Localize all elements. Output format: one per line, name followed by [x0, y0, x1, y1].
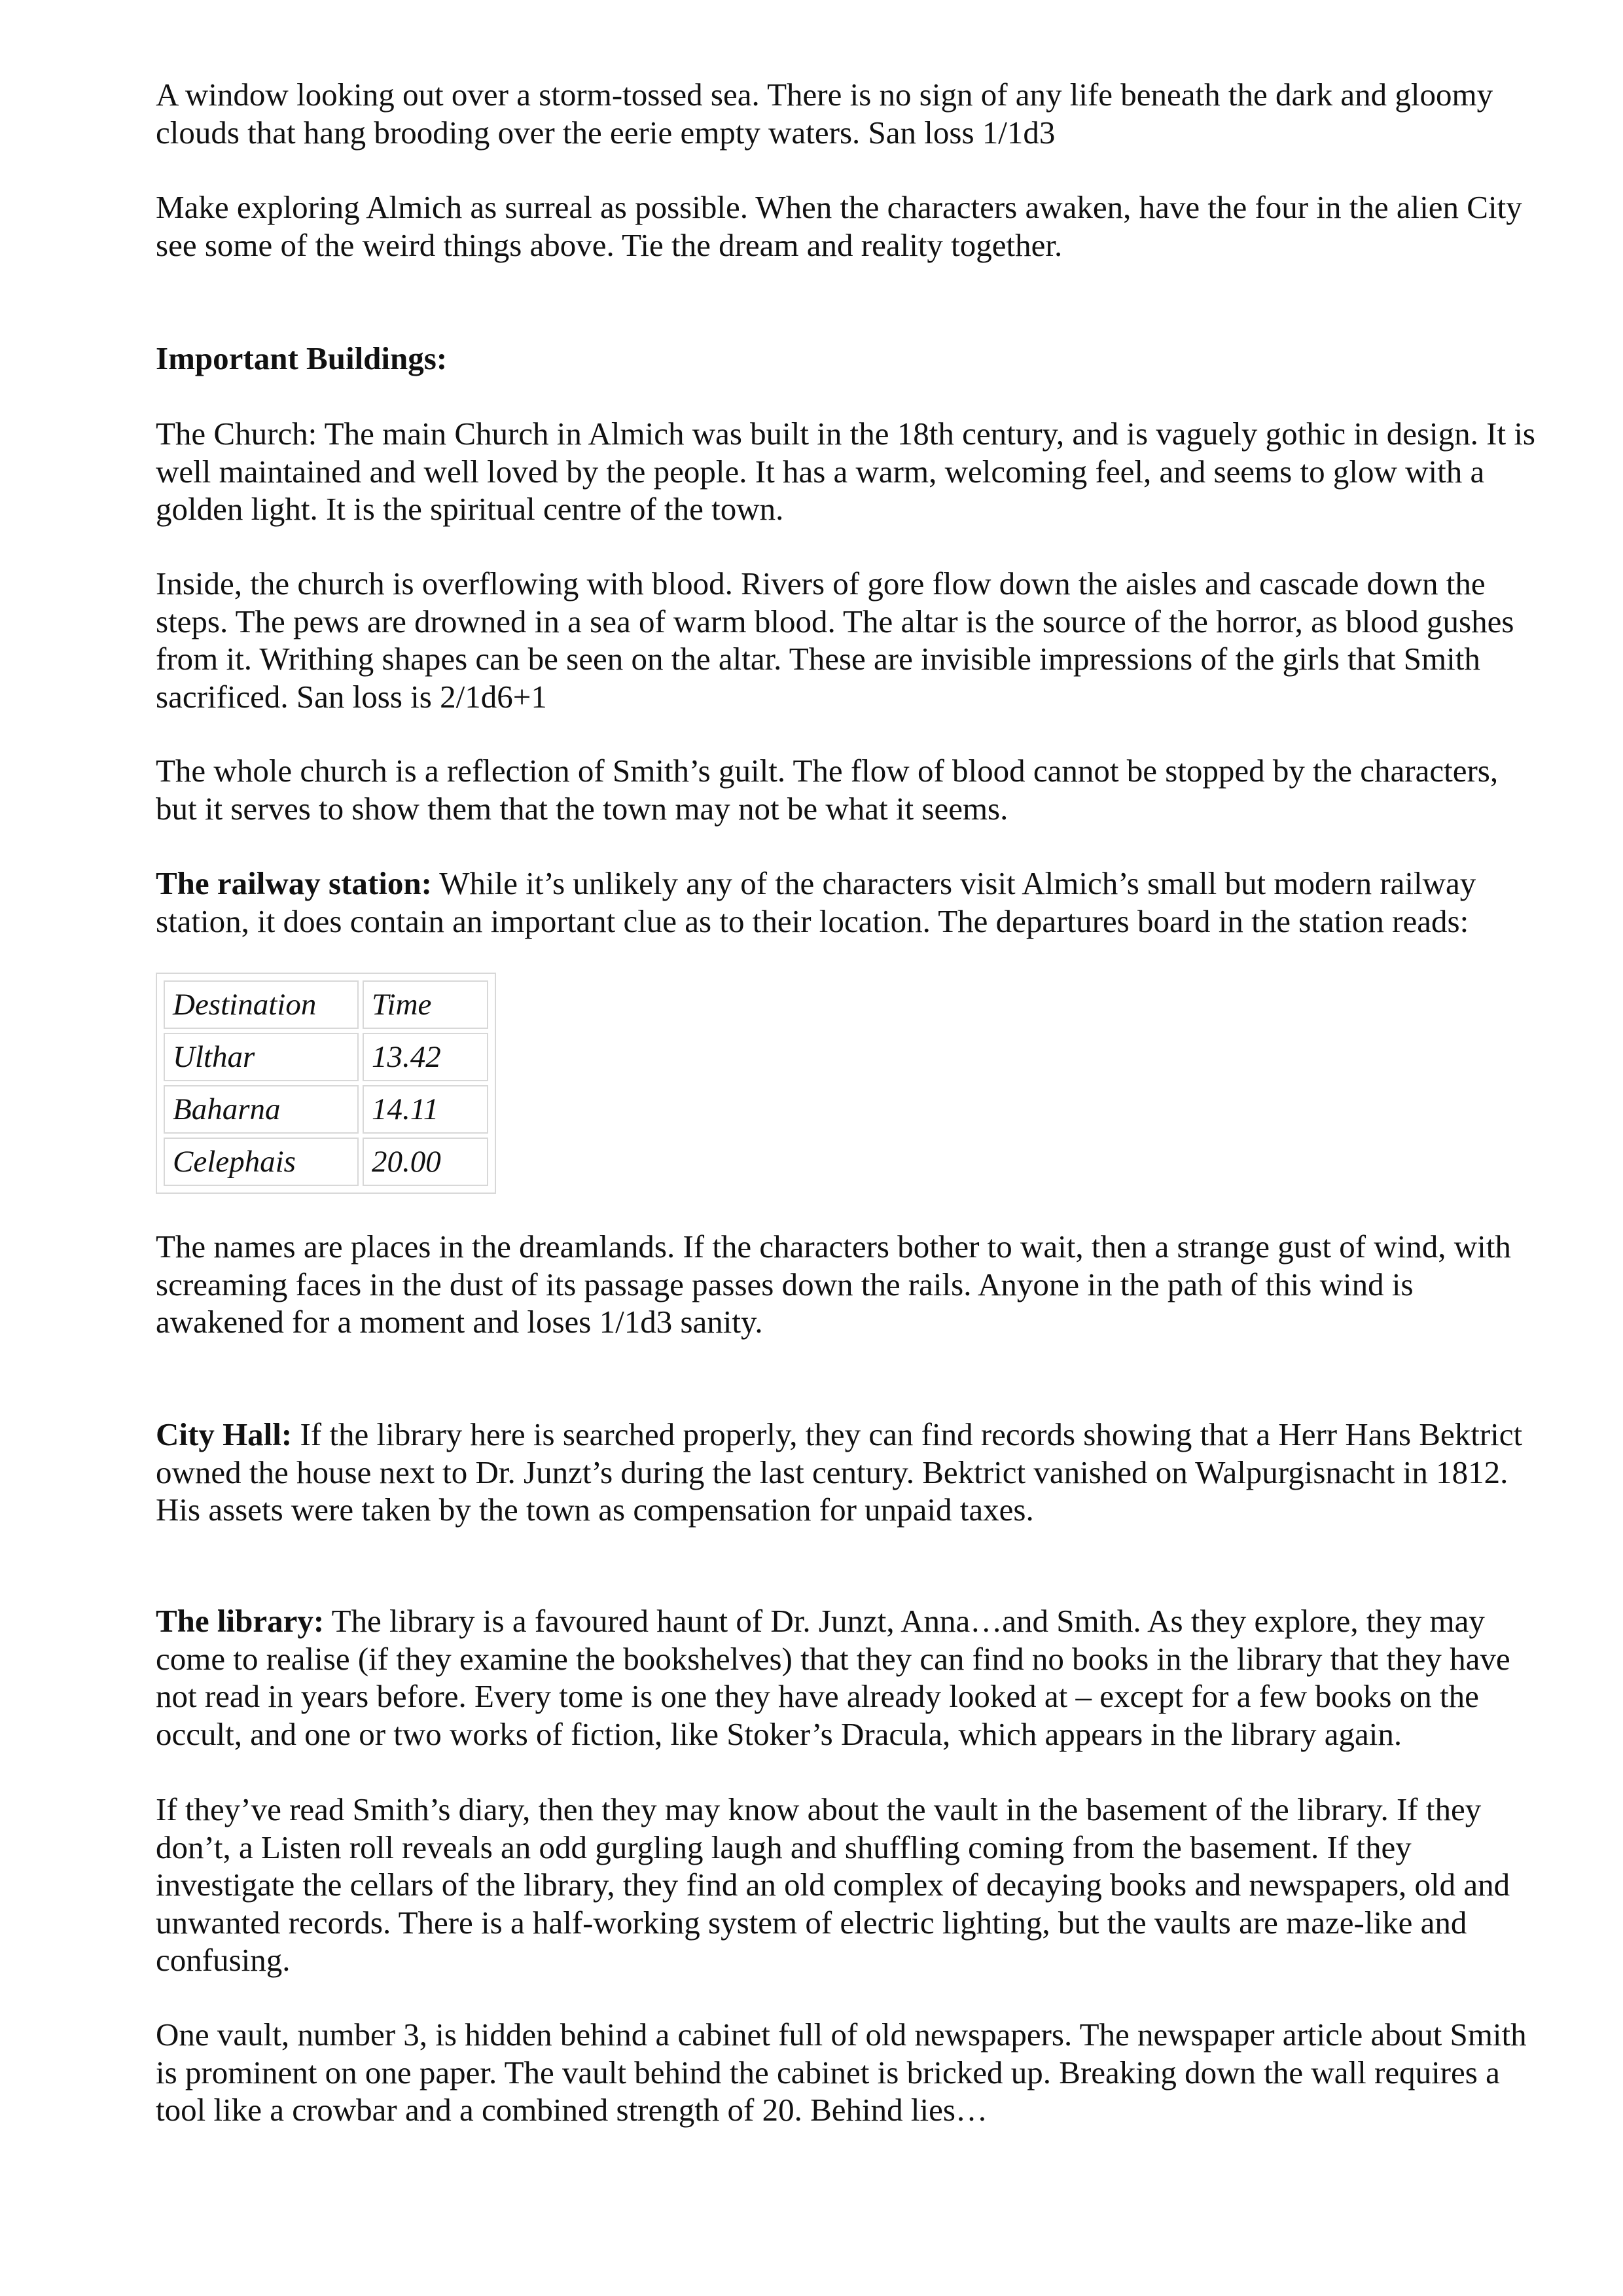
time-cell: 20.00: [363, 1138, 488, 1186]
table-row: [164, 1085, 488, 1134]
city-hall-text: If the library here is searched properly, they can find records showing that a Herr Hans Bektrict owned the house next to Dr. Junzt’s during the last century. Bektrict vanished on Walpurgisnacht in 1812. His assets were taken by the town as compensation for unpaid taxes.: [156, 1416, 1523, 1528]
destination-cell: Ulthar: [164, 1033, 359, 1081]
destination-cell: Baharna: [164, 1085, 359, 1134]
important-buildings-heading-text: Important Buildings:: [156, 340, 448, 376]
time-cell: 13.42: [363, 1033, 488, 1081]
church-paragraph-3: The whole church is a reflection of Smith’s guilt. The flow of blood cannot be stopped by the characters, but it serves to show them that the town may not be what it seems.: [156, 753, 1499, 827]
city-hall-label: City Hall:: [156, 1416, 293, 1452]
time-cell: 14.11: [363, 1085, 488, 1134]
library-text: The library is a favoured haunt of Dr. Junzt, Anna…and Smith. As they explore, they may come to realise (if they examine the bookshelves) that they can find no books in the library that they have not read in years before. Every tome is one they have already looked at – except for a few books on the occult, and one or two works of fiction, like Stoker’s Dracula, which appears in the library again.: [156, 1603, 1510, 1752]
destination-cell: Celephais: [164, 1138, 359, 1186]
library-paragraph-3: One vault, number 3, is hidden behind a cabinet full of old newspapers. The newspaper article about Smith is prominent on one paper. The vault behind the cabinet is bricked up. Breaking down the wall requires a tool like a crowbar and a combined strength of 20. Behind lies…: [156, 2017, 1527, 2128]
important-buildings-heading: [156, 340, 447, 378]
library-paragraph-2: If they’ve read Smith’s diary, then they may know about the vault in the basement of the library. If they don’t, a Listen roll reveals an odd gurgling laugh and shuffling coming from the basement. If they investigate the cellars of the library, they find an old complex of decaying books and newspapers, old and unwanted records. There is a half-working system of electric lighting, but the vaults are maze-like and confusing.: [156, 1791, 1510, 1978]
railway-text: While it’s unlikely any of the characters visit Almich’s small but modern railway station, it does contain an important clue as to their location. The departures board in the station reads:: [156, 865, 1476, 939]
table-row: [164, 1138, 488, 1186]
library-paragraph-1: [156, 1602, 1537, 1753]
church-paragraph-1: The Church: The main Church in Almich was built in the 18th century, and is vaguely gothic in design. It is well maintained and well loved by the people. It has a warm, welcoming feel, and seems to glow with a golden light. It is the spiritual centre of the town.: [156, 416, 1536, 527]
table-header-row: [164, 980, 488, 1029]
railway-label: The railway station:: [156, 865, 432, 901]
library-label: The library:: [156, 1603, 325, 1639]
departures-board-table: [156, 973, 496, 1194]
railway-paragraph: [156, 865, 1537, 940]
city-hall-paragraph: [156, 1416, 1537, 1529]
header-time: Time: [363, 980, 488, 1029]
header-destination: Destination: [164, 980, 359, 1029]
dreamlands-paragraph: The names are places in the dreamlands. If the characters bother to wait, then a strange gust of wind, with screaming faces in the dust of its passage passes down the rails. Anyone in the path of this wind is awakened for a moment and loses 1/1d3 sanity.: [156, 1229, 1511, 1340]
window-paragraph: A window looking out over a storm-tossed sea. There is no sign of any life beneath the dark and gloomy clouds that hang brooding over the eerie empty waters. San loss 1/1d3: [156, 77, 1493, 151]
surreal-paragraph: Make exploring Almich as surreal as possible. When the characters awaken, have the four in the alien City see some of the weird things above. Tie the dream and reality together.: [156, 189, 1522, 263]
church-paragraph-2: Inside, the church is overflowing with blood. Rivers of gore flow down the aisles and cascade down the steps. The pews are drowned in a sea of warm blood. The altar is the source of the horror, as blood gushes from it. Writhing shapes can be seen on the altar. These are invisible impressions of the girls that Smith sacrificed. San loss is 2/1d6+1: [156, 565, 1514, 715]
table-row: [164, 1033, 488, 1081]
